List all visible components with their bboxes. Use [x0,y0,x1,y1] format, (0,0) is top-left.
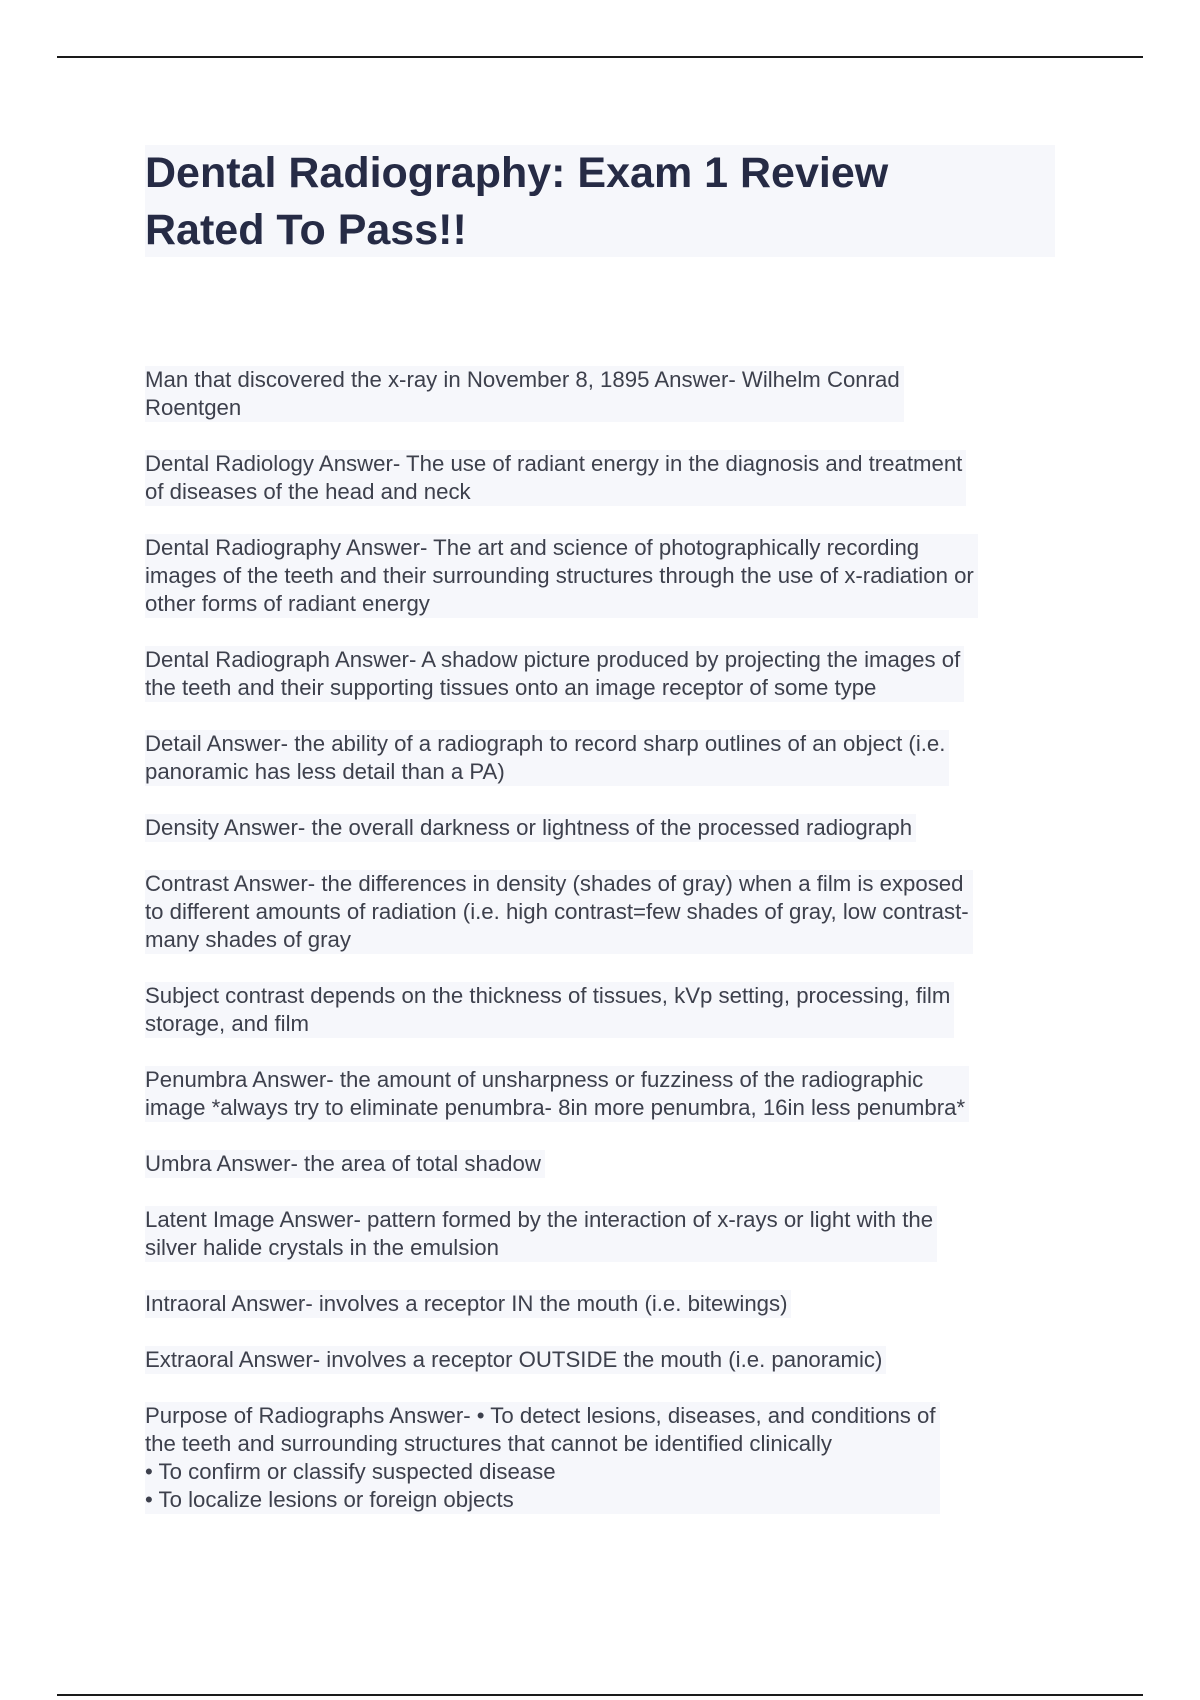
qa-entry: Subject contrast depends on the thickness of tissues, kVp setting, processing, film storage, and film [145,982,954,1038]
qa-entry: Man that discovered the x-ray in November 8, 1895 Answer- Wilhelm Conrad Roentgen [145,366,904,422]
top-rule [57,56,1143,58]
qa-entry: Extraoral Answer- involves a receptor OUTSIDE the mouth (i.e. panoramic) [145,1346,886,1374]
qa-entry: Purpose of Radiographs Answer- • To detect lesions, diseases, and conditions of the teeth and surrounding structures that cannot be identified clinically • To confirm or classify suspected disease • To localize lesions or foreign objects [145,1402,940,1514]
qa-entry: Detail Answer- the ability of a radiograph to record sharp outlines of an object (i.e. panoramic has less detail than a PA) [145,730,949,786]
qa-entry: Dental Radiography Answer- The art and science of photographically recording images of the teeth and their surrounding structures through the use of x-radiation or other forms of radiant energy [145,534,978,618]
qa-entry: Dental Radiograph Answer- A shadow picture produced by projecting the images of the teeth and their supporting tissues onto an image receptor of some type [145,646,964,702]
qa-entry: Penumbra Answer- the amount of unsharpness or fuzziness of the radiographic image *always try to eliminate penumbra- 8in more penumbra, 16in less penumbra* [145,1066,969,1122]
qa-entry: Intraoral Answer- involves a receptor IN the mouth (i.e. bitewings) [145,1290,791,1318]
title-block [145,145,1055,257]
qa-entry: Contrast Answer- the differences in density (shades of gray) when a film is exposed to different amounts of radiation (i.e. high contrast=few shades of gray, low contrast- many shades of gray [145,870,973,954]
qa-entry: Umbra Answer- the area of total shadow [145,1150,545,1178]
qa-list [145,366,1065,1542]
qa-entry: Latent Image Answer- pattern formed by the interaction of x-rays or light with the silver halide crystals in the emulsion [145,1206,937,1262]
qa-entry: Density Answer- the overall darkness or lightness of the processed radiograph [145,814,916,842]
bottom-rule [57,1694,1143,1696]
qa-entry: Dental Radiology Answer- The use of radiant energy in the diagnosis and treatment of diseases of the head and neck [145,450,966,506]
page-title: Dental Radiography: Exam 1 Review Rated To Pass!! [145,149,889,254]
